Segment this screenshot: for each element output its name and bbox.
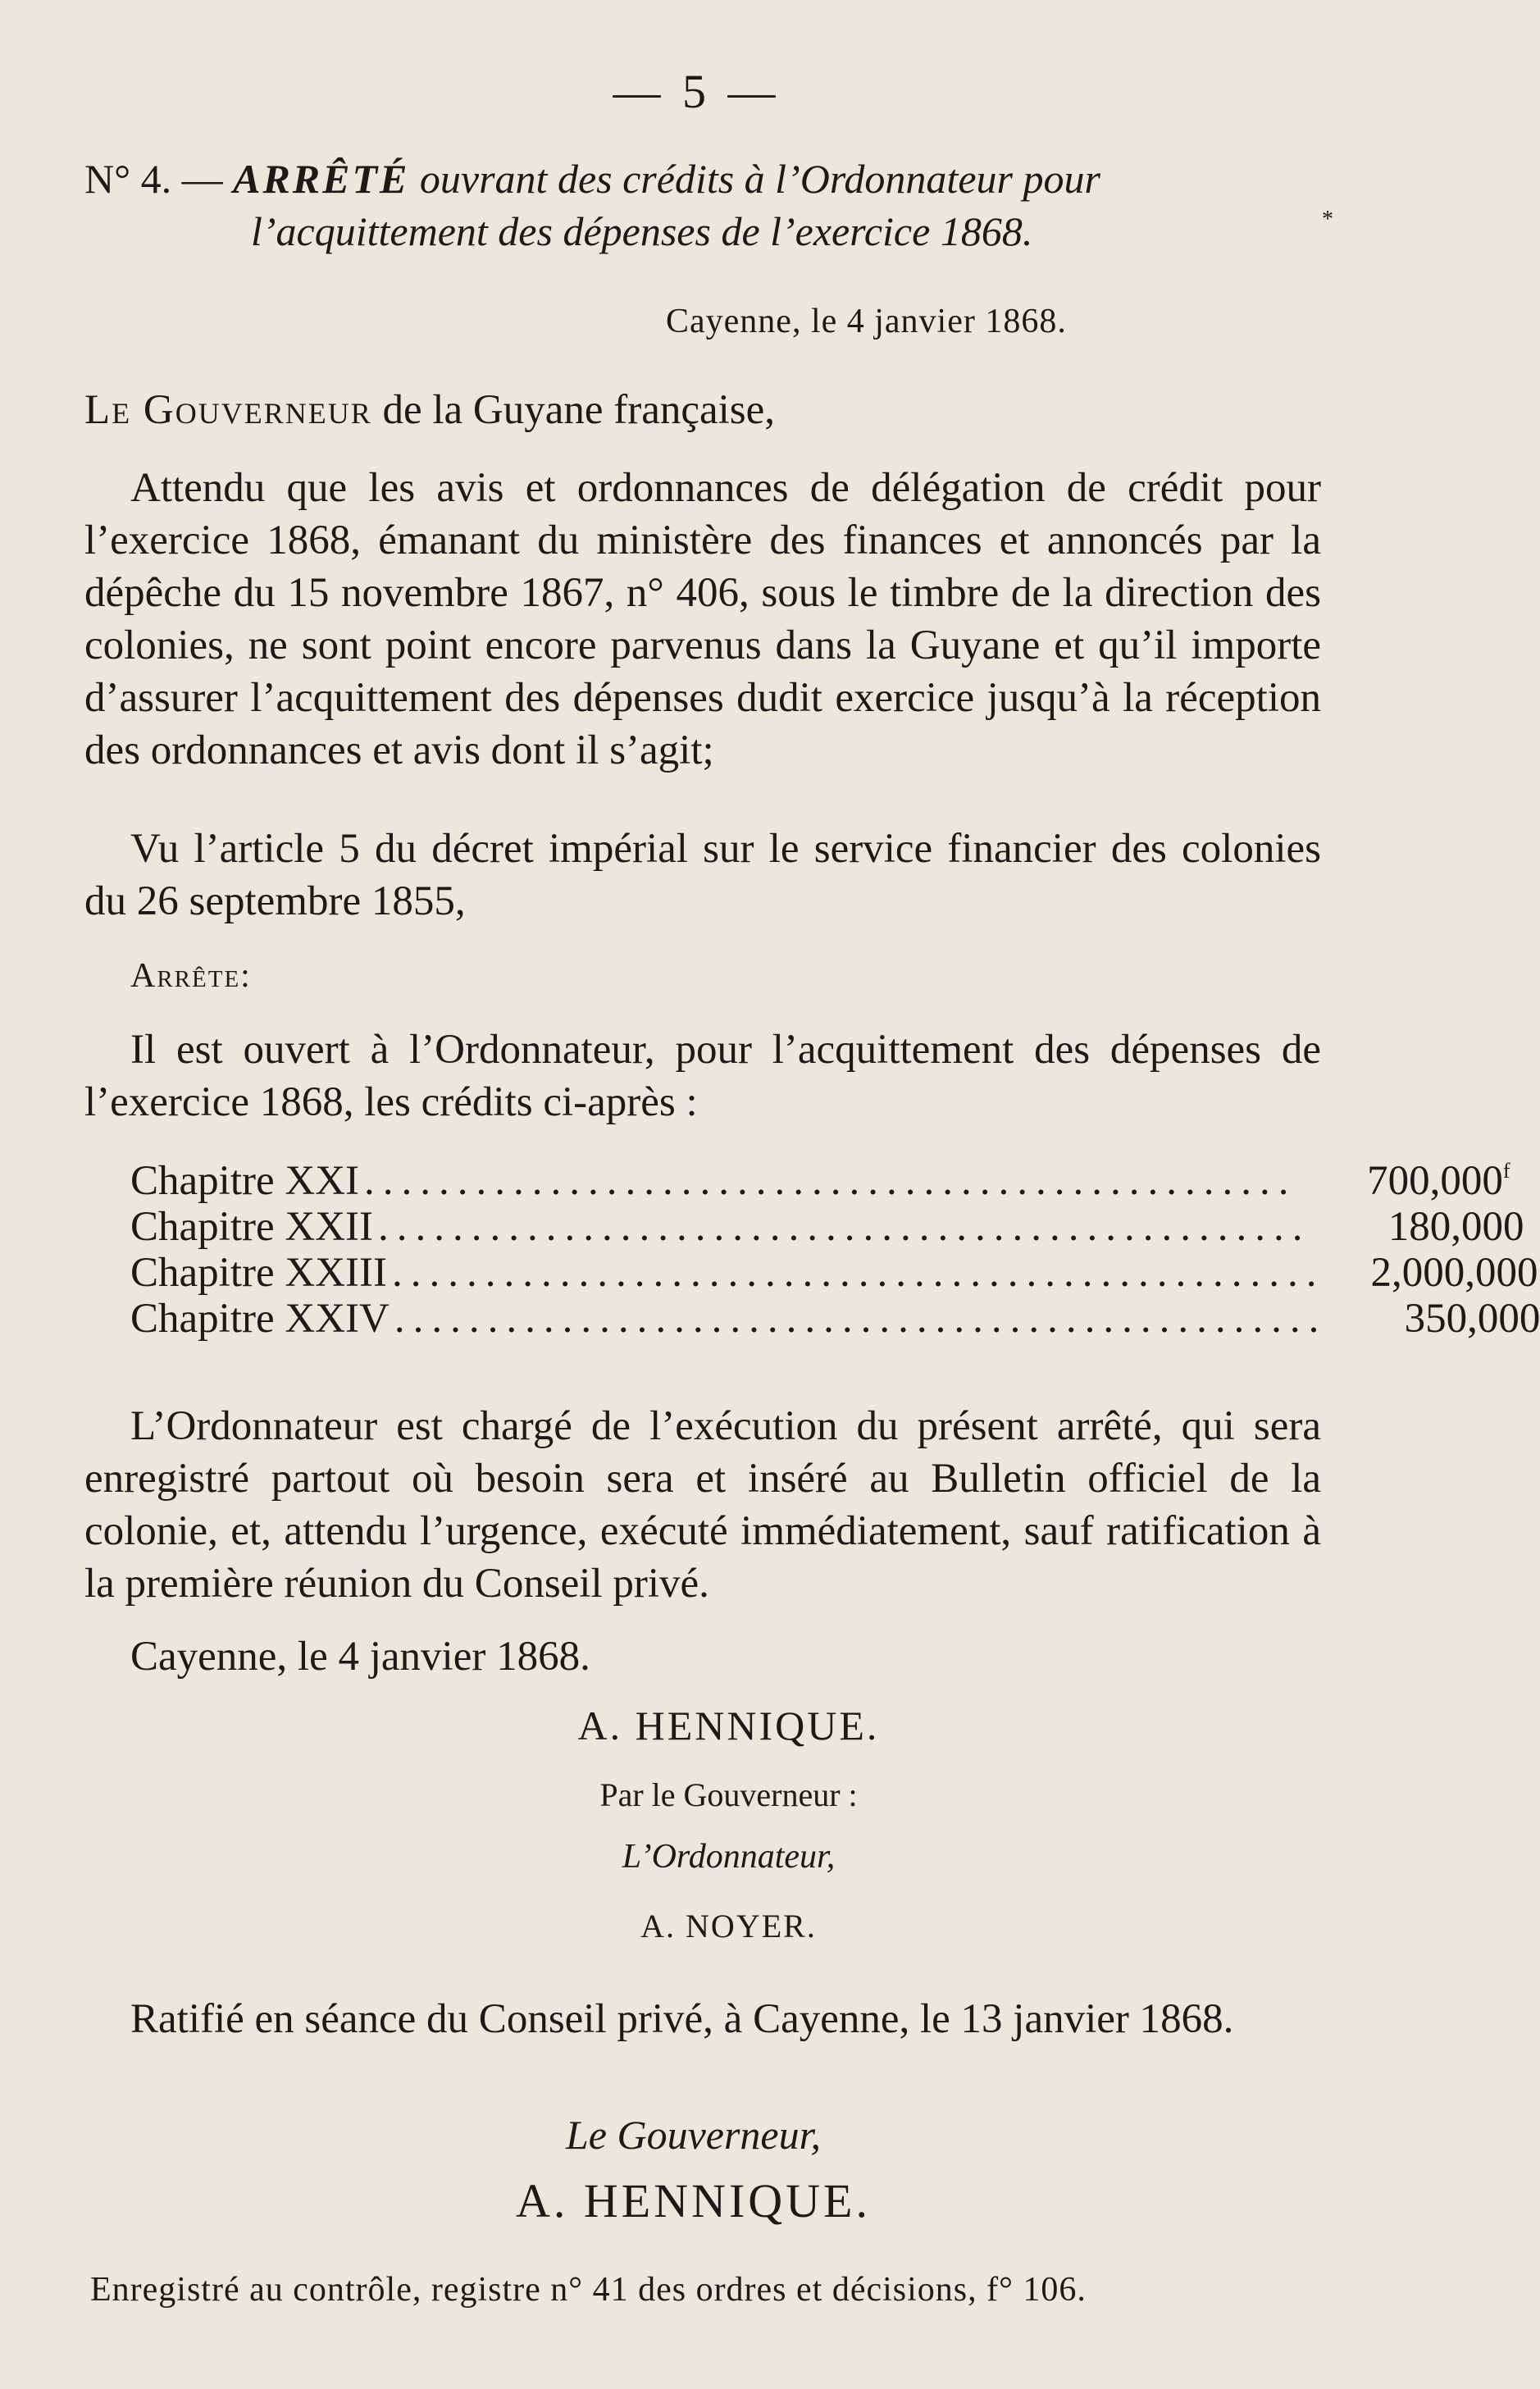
- governor-caps: Le Gouverneur: [84, 387, 372, 433]
- registre-note: Enregistré au contrôle, registre n° 41 des ordres et décisions, f° 106.: [90, 2271, 1087, 2309]
- chapter-label: Chapitre XXIII: [130, 1250, 387, 1296]
- credit-row: [130, 1286, 1540, 1342]
- amount-value: 2,000,000: [1370, 1250, 1538, 1296]
- decree-number: N° 4. —: [84, 156, 223, 202]
- paragraph-ouvert: Il est ouvert à l’Ordonnateur, pour l’acquittement des dépenses de l’exercice 1868, les crédits ci-après :: [84, 1027, 1321, 1125]
- credit-row: [130, 1148, 1510, 1204]
- paragraph-vu: Vu l’article 5 du décret impérial sur le service financier des colonies du 26 septembre 1855,: [84, 826, 1321, 924]
- chapter-amount: [1351, 1286, 1540, 1342]
- closing-dateline: Cayenne, le 4 janvier 1868.: [130, 1634, 590, 1680]
- leader-dots: ..................................................: [364, 1158, 1297, 1204]
- leader-dots: ..................................................: [378, 1204, 1311, 1250]
- governor-rest: de la Guyane française,: [371, 387, 776, 433]
- signature-hennique: A. HENNIQUE.: [577, 1703, 880, 1748]
- amount-unit: f: [1502, 1159, 1510, 1183]
- arrete-label: Arrête:: [130, 957, 252, 995]
- decree-title-line2: l’acquittement des dépenses de l’exercice 1868.: [251, 208, 1033, 254]
- amount-value: 700,000: [1367, 1158, 1503, 1204]
- credits-table: [130, 1148, 1540, 1342]
- signature-noyer: A. NOYER.: [640, 1908, 817, 1944]
- credit-row: [130, 1194, 1524, 1250]
- ordonnateur-title: L’Ordonnateur,: [622, 1838, 836, 1876]
- decree-title-word: ARRÊTÉ: [233, 156, 410, 202]
- signature-hennique-ratification: A. HENNIQUE.: [516, 2174, 871, 2227]
- paragraph-ratifie: Ratifié en séance du Conseil privé, à Cayenne, le 13 janvier 1868.: [130, 1996, 1234, 2042]
- credit-row: [130, 1240, 1538, 1296]
- chapter-label: Chapitre XXI: [130, 1158, 360, 1204]
- par-le-gouverneur: Par le Gouverneur :: [599, 1776, 858, 1813]
- chapter-label: Chapitre XXIV: [130, 1296, 390, 1342]
- paragraph-attendu: Attendu que les avis et ordonnances de délégation de crédit pour l’exercice 1868, émanant du ministère des finances et annoncés par la dépêche du 15 novembre 1867, n° 406, sous le timbre de la direction des colonies, ne sont point encore parvenus dans la Guyane et qu’il importe d’assurer l’acquittement des dépenses dudit exercice jusqu’à la réception des ordonnances et avis dont il s’agit;: [84, 465, 1321, 773]
- governor-opening: [84, 384, 1321, 436]
- dateline: Cayenne, le 4 janvier 1868.: [666, 303, 1067, 340]
- paragraph-ordonnateur: L’Ordonnateur est chargé de l’exécution du présent arrêté, qui sera enregistré partout où besoin sera et inséré au Bulletin officiel de la colonie, et, attendu l’urgence, exécuté immédiatement, sauf ratification à la première réunion du Conseil privé.: [84, 1403, 1321, 1607]
- decree-heading: [84, 153, 1314, 258]
- chapter-label: Chapitre XXII: [130, 1204, 373, 1250]
- gouverneur-title: Le Gouverneur,: [565, 2112, 822, 2158]
- page-number: — 5 —: [613, 65, 781, 118]
- leader-dots: ..................................................: [394, 1296, 1328, 1342]
- leader-dots: ..................................................: [391, 1250, 1325, 1296]
- decree-title-line1: ouvrant des crédits à l’Ordonnateur pour: [419, 156, 1100, 202]
- footnote-star: *: [1322, 207, 1333, 232]
- amount-value: 180,000: [1387, 1204, 1524, 1250]
- amount-value: 350,000: [1404, 1296, 1540, 1342]
